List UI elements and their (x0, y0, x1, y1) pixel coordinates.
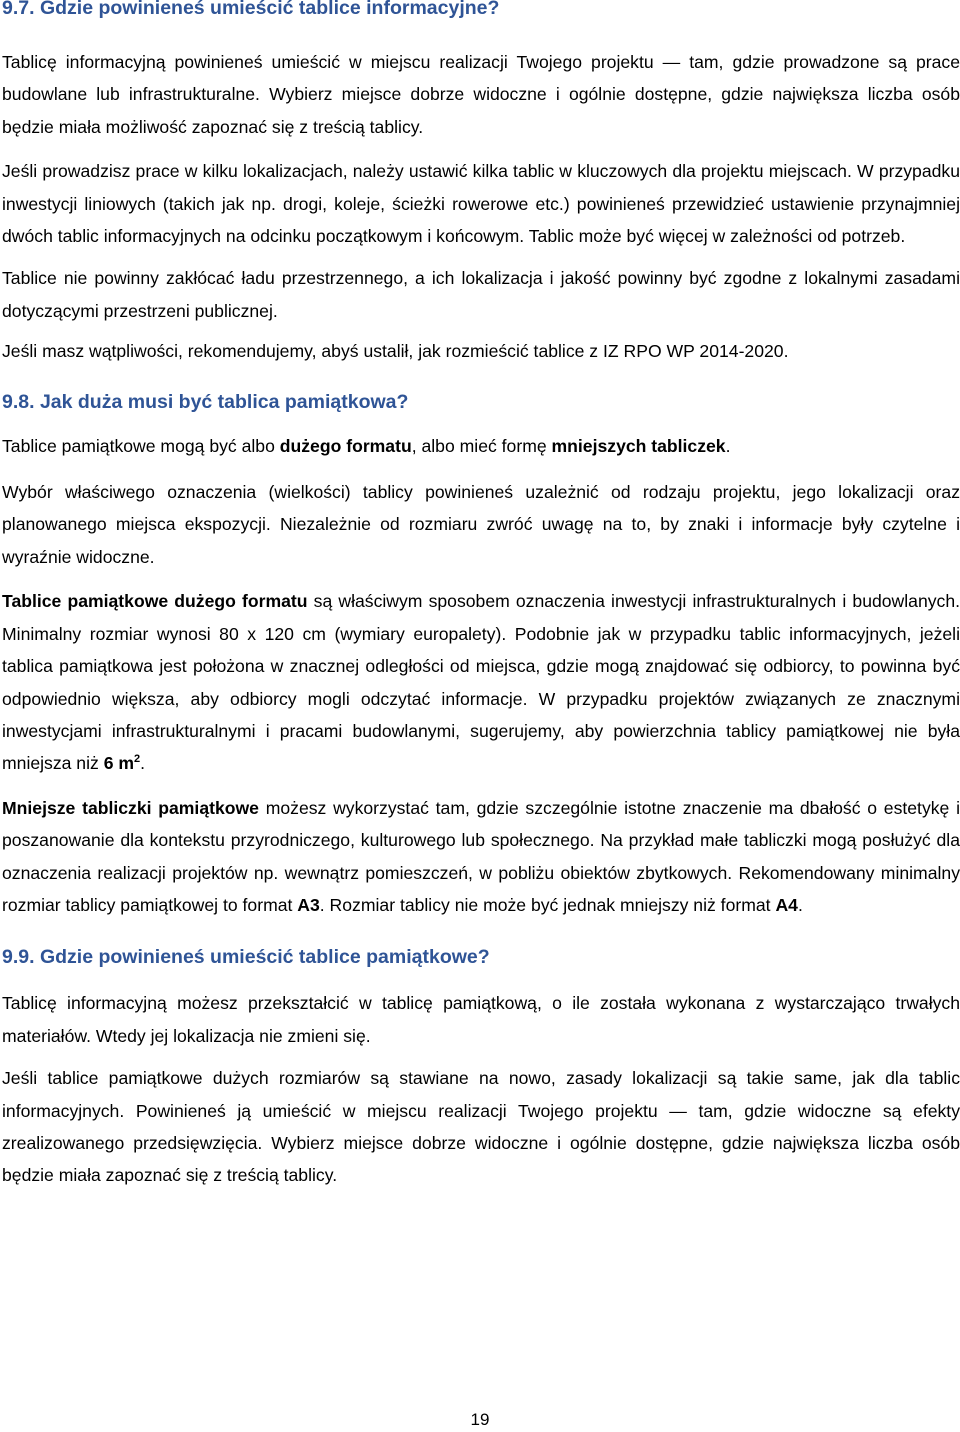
section-heading-9-9: 9.9. Gdzie powinieneś umieścić tablice pamiątkowe? (2, 946, 490, 969)
text-run: Tablice pamiątkowe mogą być albo (2, 435, 280, 456)
paragraph: Jeśli tablice pamiątkowe dużych rozmiarów są stawiane na nowo, zasady lokalizacji są takie same, jak dla tablic informacyjnych. Powinieneś ją umieścić w miejscu realizacji Twojego projektu — tam, gdzie widoczne są efekty zrealizowanego przedsięwzięcia. Wybierz miejsce dobrze widoczne i ogólnie dostępne, gdzie największa liczba osób będzie miała zapoznać się z treścią tablicy. (2, 1068, 960, 1186)
text-run: . (797, 894, 803, 915)
paragraph: Tablicę informacyjną możesz przekształcić w tablicę pamiątkową, o ile została wykonana z wystarczająco trwałych materiałów. Wtedy jej lokalizacja nie zmieni się. (2, 993, 960, 1046)
paragraph (2, 430, 960, 462)
section-heading-9-8: 9.8. Jak duża musi być tablica pamiątkowa? (2, 390, 409, 413)
section-heading-9-7: 9.7. Gdzie powinieneś umieścić tablice informacyjne? (2, 0, 500, 19)
paragraph: Tablice nie powinny zakłócać ładu przestrzennego, a ich lokalizacja i jakość powinny być zgodne z lokalnymi zasadami dotyczącymi przestrzeni publicznej. (2, 268, 960, 321)
bold-text: mniejszych tabliczek (551, 435, 726, 456)
text-run: . (140, 753, 146, 774)
paragraph: Jeśli masz wątpliwości, rekomendujemy, abyś ustalił, jak rozmieścić tablice z IZ RPO WP 2014-2020. (2, 341, 789, 362)
paragraph: Jeśli prowadzisz prace w kilku lokalizacjach, należy ustawić kilka tablic w kluczowych dla projektu miejscach. W przypadku inwestycji liniowych (takich jak np. drogi, koleje, ścieżki rowerowe etc.) powinieneś przewidzieć ustawienie przynajmniej dwóch tablic informacyjnych na odcinku początkowym i końcowym. Tablic może być więcej w zależności od potrzeb. (2, 161, 960, 247)
text-run: . Rozmiar tablicy nie może być jednak mniejszy niż format (319, 894, 776, 915)
paragraph: Tablicę informacyjną powinieneś umieścić w miejscu realizacji Twojego projektu — tam, gdzie prowadzone są prace budowlane lub infrastrukturalne. Wybierz miejsce dobrze widoczne i ogólnie dostępne, gdzie największa liczba osób będzie miała możliwość zapoznać się z treścią tablicy. (2, 52, 960, 137)
bold-text: Tablice pamiątkowe dużego formatu (2, 591, 308, 612)
text-run: są właściwym sposobem oznaczenia inwestycji infrastrukturalnych i budowlanych. Minimalny rozmiar wynosi 80 x 120 cm (wymiary europalety). Podobnie jak w przypadku tablic informacyjnych, jeżeli tablica pamiątkowa jest położona w znacznej odległości od miejsca, gdzie mogą znajdować się odbiorcy, to powinna być odpowiednio większa, aby odbiorcy mogli odczytać informacje. W przypadku projektów związanych ze znacznymi inwestycjami infrastrukturalnymi i pracami budowlanymi, sugerujemy, aby powierzchnia tablicy pamiątkowej nie była mniejsza niż (2, 591, 960, 774)
bold-text: Mniejsze tabliczki pamiątkowe (2, 797, 259, 818)
paragraph (2, 585, 960, 779)
bold-text: A4 (775, 894, 798, 915)
bold-text: 6 m (103, 753, 135, 774)
superscript: 2 (134, 753, 141, 766)
paragraph (2, 792, 960, 922)
page-number: 19 (470, 1410, 490, 1429)
text-run: , albo mieć formę (411, 435, 552, 456)
text-run: możesz wykorzystać tam, gdzie szczególnie istotne znaczenie ma dbałość o estetykę i poszanowanie dla kontekstu przyrodniczego, kulturowego lub społecznego. Na przykład małe tabliczki mogą posłużyć dla oznaczenia realizacji projektów np. wewnątrz pomieszczeń, w pobliżu obiektów zbytkowych. Rekomendowany minimalny rozmiar tablicy pamiątkowej to format (2, 797, 960, 915)
bold-text: dużego formatu (279, 435, 412, 456)
paragraph: Wybór właściwego oznaczenia (wielkości) tablicy powinieneś uzależnić od rodzaju projektu, jego lokalizacji oraz planowanego miejsca ekspozycji. Niezależnie od rozmiaru zwróć uwagę na to, by znaki i informacje były czytelne i wyraźnie widoczne. (2, 482, 960, 567)
text-run: . (725, 435, 731, 456)
bold-text: A3 (297, 894, 320, 915)
